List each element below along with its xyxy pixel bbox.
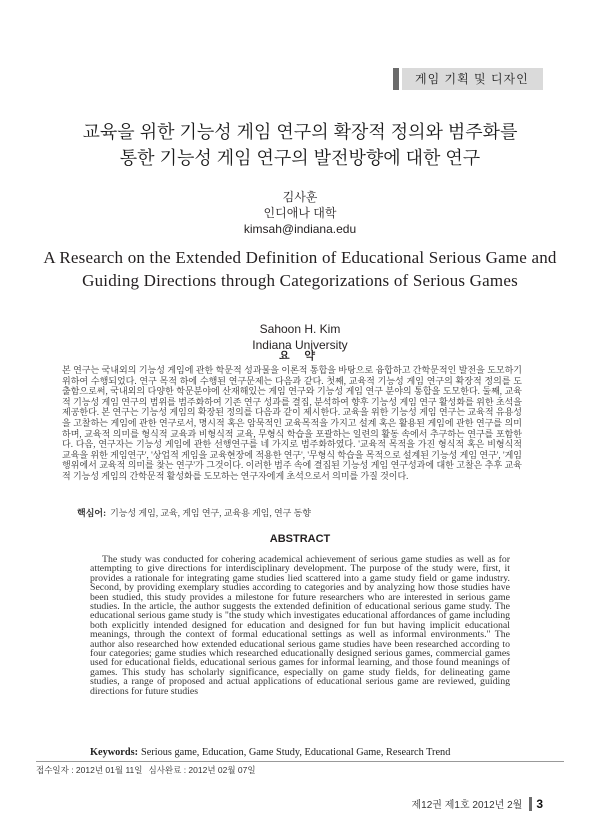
section-tag xyxy=(393,68,543,90)
english-abstract-body: The study was conducted for cohering academical achievement of serious game studies as well as for attempting to give directions for interdisciplinary development. The purpose of the study were, first, it provides a rationale for integrating game studies lied scattered into a game study field or game industry. Second, by providing exemplary studies according to categories and by analyzing how those studies have been studied, this study provides a milestone for future researchers who are interested in serious game studies. In the article, the author suggests the extended definition of educational serious game study. The educational serious game study is "the study which investigates educational affordances of game including both explicitly intended designed for education and designed for fun but having implicit educational meanings, through the context of formal educational settings as well as informal environments." The author also researched how extended educational serious game studies have been researched according to four categories; game studies which researched educationally designed serious games, commercial games used for educational fields, educational serious games for informal learning, and those found meanings of games. This study has scholarly significance, especially on game study fields, for delineating game studies, a range of proposed and actual applications of educational serious game are reviewed, guiding directions for future studies xyxy=(90,554,510,697)
english-keywords-label: Keywords: xyxy=(90,747,139,758)
english-keywords xyxy=(90,747,450,758)
english-title xyxy=(0,246,600,292)
author-affiliation-ko: 인디애나 대학 xyxy=(263,206,337,220)
approved-date: 심사완료 : 2012년 02월 07일 xyxy=(148,765,256,775)
author-name-en: Sahoon H. Kim xyxy=(259,322,341,336)
author-email: kimsah@indiana.edu xyxy=(243,222,357,236)
submission-dates xyxy=(36,764,262,776)
journal-issue: 제12권 제1호 2012년 2월 xyxy=(411,800,523,811)
korean-title-line2: 통한 기능성 게임 연구의 발전방향에 대한 연구 xyxy=(119,148,481,168)
english-abstract-heading: ABSTRACT xyxy=(269,533,331,545)
author-name-ko: 김사훈 xyxy=(282,190,318,204)
korean-title xyxy=(0,119,600,171)
english-title-line1: A Research on the Extended Definition of Educational Serious Game and xyxy=(43,248,557,267)
section-tag-bar xyxy=(393,68,399,90)
english-title-line2: Guiding Directions through Categorizations of Serious Games xyxy=(82,271,518,290)
korean-keywords xyxy=(77,506,311,519)
author-affiliation-en: Indiana University xyxy=(252,338,348,352)
korean-abstract-body: 본 연구는 국내외의 기능성 게임에 관한 학문적 성과물을 이론적 통합을 바탕으로 융합하고 간학문적인 발전을 도모하기 위하여 수행되었다. 연구 목적 하에 수행된 연구문제는 다음과 같다. 첫째, 교육적 기능성 게임 연구의 확장적 정의를 도출함으로써, 국내외의 다양한 학문분야에 산재해있는 게임 연구와 기능성 게임 연구 분야의 통합을 도모한다. 둘째, 교육적 기능성 게임 연구의 범위를 범주화하여 기존 연구 성과를 결집, 분석하여 향후 기능성 게임 연구 활성화를 위한 초석을 제공한다. 본 연구는 기능성 게임의 확장된 정의를 다음과 같이 제시한다. 교육을 위한 기능성 게임 연구는 교육적 유용성을 고찰하는 게임에 관한 연구로서, 명시적 혹은 암묵적인 교육목적을 가지고 설계 혹은 활용된 게임에 관한 연구를 의미하며, 교육적 의미를 형식적 교육과 비형식적 교육, 무형식 학습을 포괄하는 일련의 활동 속에서 추구하는 연구를 포함한다. 다음, 연구자는 기능성 게임에 관한 선행연구를 네 가지로 범주화하였다. '교육적 목적을 가진 형식적 혹은 비형식적 교육을 위한 게임연구', '상업적 게임을 교육현장에 적용한 연구', '무형식 학습을 목적으로 설계된 기능성 게임 연구', '게임 행위에서 교육적 의미를 찾는 연구'가 그것이다. 이러한 범주 속에 결집된 기능성 게임 연구성과에 대한 고찰은 추후 교육적 기능성 게임의 간학문적 활성화를 도모하는 연구자에게 초석으로서 의미를 가질 것이다. xyxy=(62,365,522,481)
korean-title-line1: 교육을 위한 기능성 게임 연구의 확장적 정의와 범주화를 xyxy=(82,122,518,142)
section-tag-label: 게임 기획 및 디자인 xyxy=(402,68,543,90)
received-date: 접수일자 : 2012년 01월 11일 xyxy=(36,765,143,775)
page-footer xyxy=(412,796,543,811)
footnote-divider xyxy=(36,761,564,762)
footer-separator xyxy=(529,797,532,811)
korean-keywords-list: 기능성 게임, 교육, 게임 연구, 교육용 게임, 연구 동향 xyxy=(110,508,311,518)
korean-author-block xyxy=(0,189,600,237)
page-number: 3 xyxy=(536,796,543,811)
korean-keywords-label: 핵심어: xyxy=(77,508,107,518)
korean-abstract-heading: 요 약 xyxy=(278,350,321,362)
english-keywords-list: Serious game, Education, Game Study, Educational Game, Research Trend xyxy=(141,747,451,758)
